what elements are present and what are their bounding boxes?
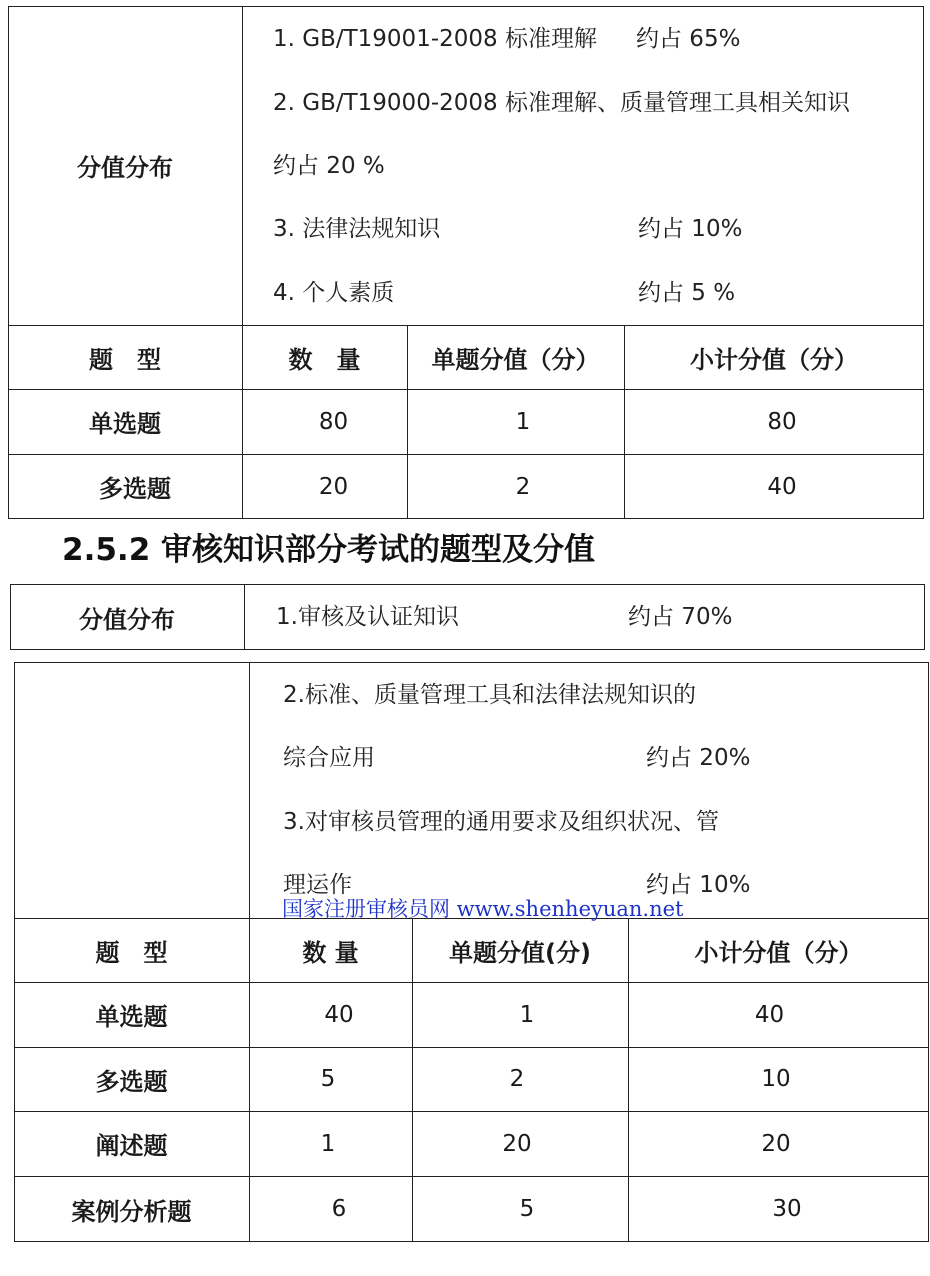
- column-header: 小计分值（分）: [690, 345, 858, 374]
- column-header: 题 型: [95, 938, 168, 967]
- distribution-line: 2. GB/T19000-2008 标准理解、质量管理工具相关知识: [273, 90, 850, 116]
- table-cell: 5: [519, 1196, 535, 1222]
- table-cell: 20: [502, 1130, 532, 1157]
- distribution-line: 约占 20 %: [273, 153, 385, 179]
- table-cell: 5: [320, 1066, 336, 1092]
- distribution-percent: 约占 10%: [638, 216, 743, 242]
- column-header: 单题分值(分): [449, 938, 591, 967]
- table-divider: [244, 584, 245, 650]
- distribution-line: 综合应用: [283, 745, 375, 771]
- table-cell: 6: [331, 1196, 347, 1222]
- column-header: 小计分值（分）: [694, 938, 863, 967]
- distribution-line: 2.标准、质量管理工具和法律法规知识的: [283, 682, 696, 708]
- table-cell: 80: [318, 408, 349, 435]
- table-cell: 10: [761, 1066, 791, 1092]
- score-distribution-label: 分值分布: [77, 154, 173, 182]
- watermark-link[interactable]: 国家注册审核员网 www.shenheyuan.net: [282, 897, 684, 921]
- table-row-label: 多选题: [99, 475, 171, 503]
- distribution-percent: 约占 10%: [646, 872, 751, 898]
- distribution-percent: 约占 5 %: [638, 280, 736, 306]
- table-cell: 20: [318, 473, 349, 500]
- distribution-line: 1.审核及认证知识: [276, 604, 459, 630]
- column-header: 数 量: [302, 938, 359, 967]
- distribution-line: 1. GB/T19001-2008 标准理解: [273, 26, 597, 52]
- table-cell: 30: [772, 1196, 802, 1222]
- distribution-line: 3. 法律法规知识: [273, 216, 441, 242]
- column-header: 单题分值（分）: [431, 345, 600, 374]
- table-cell: 40: [324, 1001, 354, 1028]
- distribution-line: 理运作: [283, 872, 352, 898]
- table-row-label: 多选题: [95, 1067, 168, 1096]
- table-cell: 1: [519, 1001, 535, 1028]
- table-cell: 80: [767, 408, 797, 435]
- table-cell: 2: [509, 1066, 525, 1092]
- table-cell: 20: [761, 1130, 791, 1157]
- distribution-line: 4. 个人素质: [273, 280, 395, 306]
- distribution-line: 3.对审核员管理的通用要求及组织状况、管: [283, 809, 719, 835]
- table-row-label: 阐述题: [95, 1132, 168, 1160]
- table-row-label: 单选题: [95, 1003, 168, 1031]
- table-cell: 40: [767, 473, 797, 500]
- column-header: 数 量: [288, 345, 361, 374]
- score-distribution-label: 分值分布: [79, 605, 175, 634]
- table-cell: 1: [515, 408, 531, 435]
- table-row-label: 案例分析题: [71, 1197, 192, 1226]
- table-cell: 2: [515, 473, 531, 500]
- table-row-label: 单选题: [89, 410, 161, 438]
- distribution-percent: 约占 70%: [628, 604, 733, 630]
- distribution-percent: 约占 20%: [646, 745, 751, 771]
- column-header: 题 型: [89, 345, 161, 374]
- table-cell: 40: [754, 1001, 785, 1028]
- section-heading: 2.5.2 审核知识部分考试的题型及分值: [62, 532, 596, 568]
- distribution-percent: 约占 65%: [636, 26, 741, 52]
- table-cell: 1: [320, 1130, 336, 1157]
